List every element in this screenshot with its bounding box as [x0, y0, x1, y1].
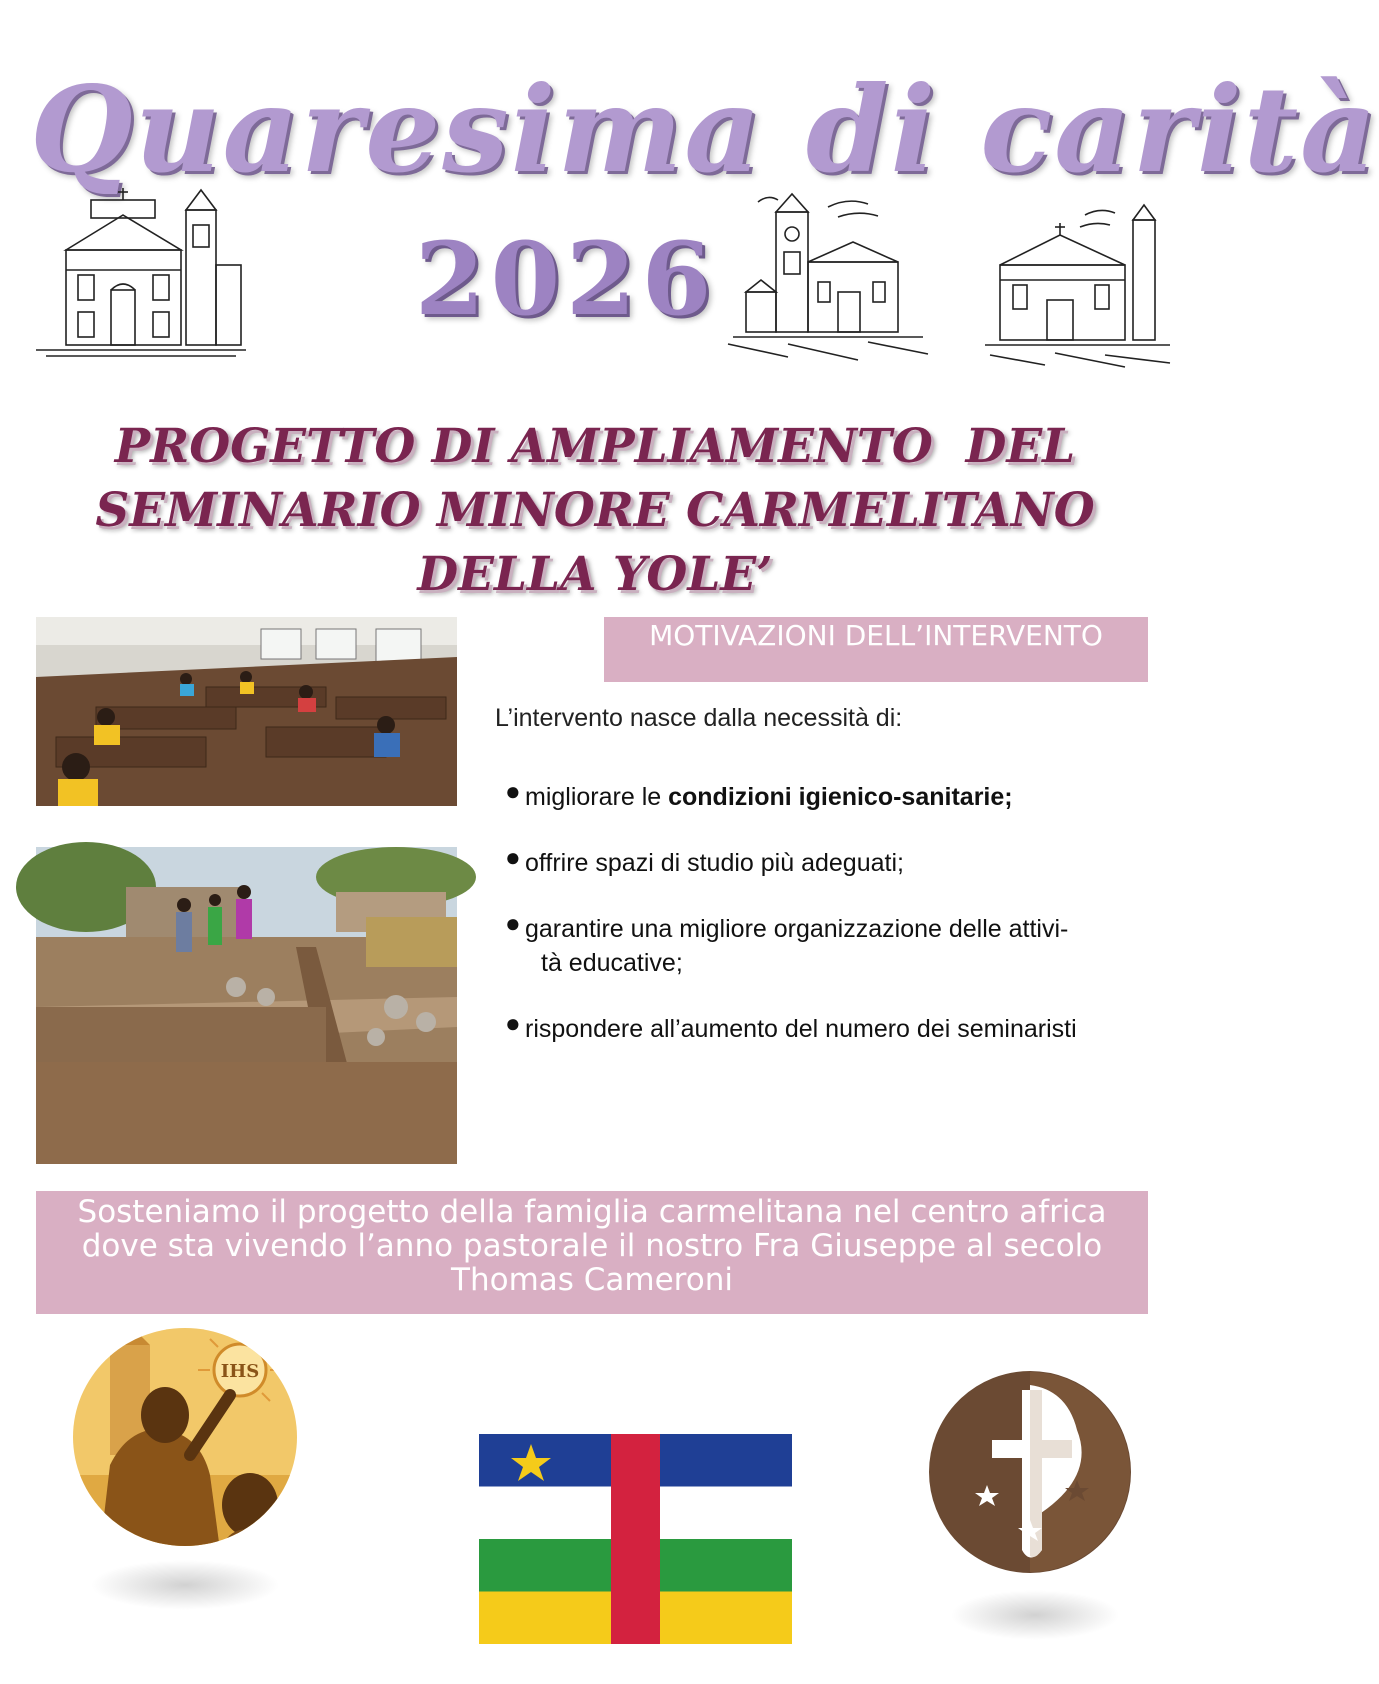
list-item-text: rispondere all’aumento del numero dei seminaristi — [525, 1015, 1077, 1043]
ihs-label: IHS — [220, 1361, 260, 1382]
project-headline — [40, 415, 1150, 607]
list-item-bold: condizioni igienico-sanitarie; — [668, 783, 1013, 811]
bell-tower-church-drawing — [728, 192, 928, 362]
classroom-photo — [36, 617, 457, 806]
list-item — [505, 908, 1155, 980]
motivations-heading: MOTIVAZIONI DELL’INTERVENTO — [649, 619, 1103, 652]
bullet-dot-icon: ● — [505, 842, 521, 872]
support-banner — [36, 1191, 1148, 1314]
headline-line-2: SEMINARIO MINORE CARMELITANO — [95, 483, 1095, 538]
list-item — [505, 842, 1155, 880]
jesuit-logo-icon — [70, 1325, 300, 1555]
list-item-text: garantire una migliore organizzazione delle attivi- — [525, 915, 1069, 943]
carmelite-emblem-icon — [927, 1370, 1133, 1580]
list-item-continuation: tà educative; — [541, 949, 683, 977]
bullet-dot-icon: ● — [505, 908, 521, 938]
page-title: Quaresima di carità — [30, 60, 1379, 199]
basilica-drawing — [985, 205, 1170, 370]
logo-shadow — [950, 1590, 1120, 1640]
list-item-text: migliorare le — [525, 783, 669, 811]
bullet-dot-icon: ● — [505, 1008, 521, 1038]
bullet-dot-icon: ● — [505, 776, 521, 806]
support-line-2: dove sta vivendo l’anno pastorale il nostro Fra Giuseppe al secolo — [81, 1228, 1103, 1264]
list-item — [505, 776, 1155, 814]
motivations-intro: L’intervento nasce dalla necessità di: — [495, 704, 903, 732]
support-line-1: Sosteniamo il progetto della famiglia carmelitana nel centro africa — [77, 1194, 1107, 1230]
headline-line-1: PROGETTO DI AMPLIAMENTO DEL — [114, 419, 1076, 474]
central-african-flag-icon — [479, 1434, 792, 1649]
motivations-heading-box — [604, 617, 1148, 682]
list-item — [505, 1008, 1155, 1046]
logo-shadow — [90, 1560, 280, 1610]
motivations-list — [505, 776, 1155, 1078]
construction-photo — [36, 847, 457, 1164]
support-line-3: Thomas Cameroni — [451, 1262, 733, 1298]
church-drawing-left — [36, 180, 246, 360]
headline-line-3: DELLA YOLE’ — [417, 547, 773, 602]
year-label: 2026 — [415, 220, 718, 338]
list-item-text: offrire spazi di studio più adeguati; — [525, 849, 904, 877]
